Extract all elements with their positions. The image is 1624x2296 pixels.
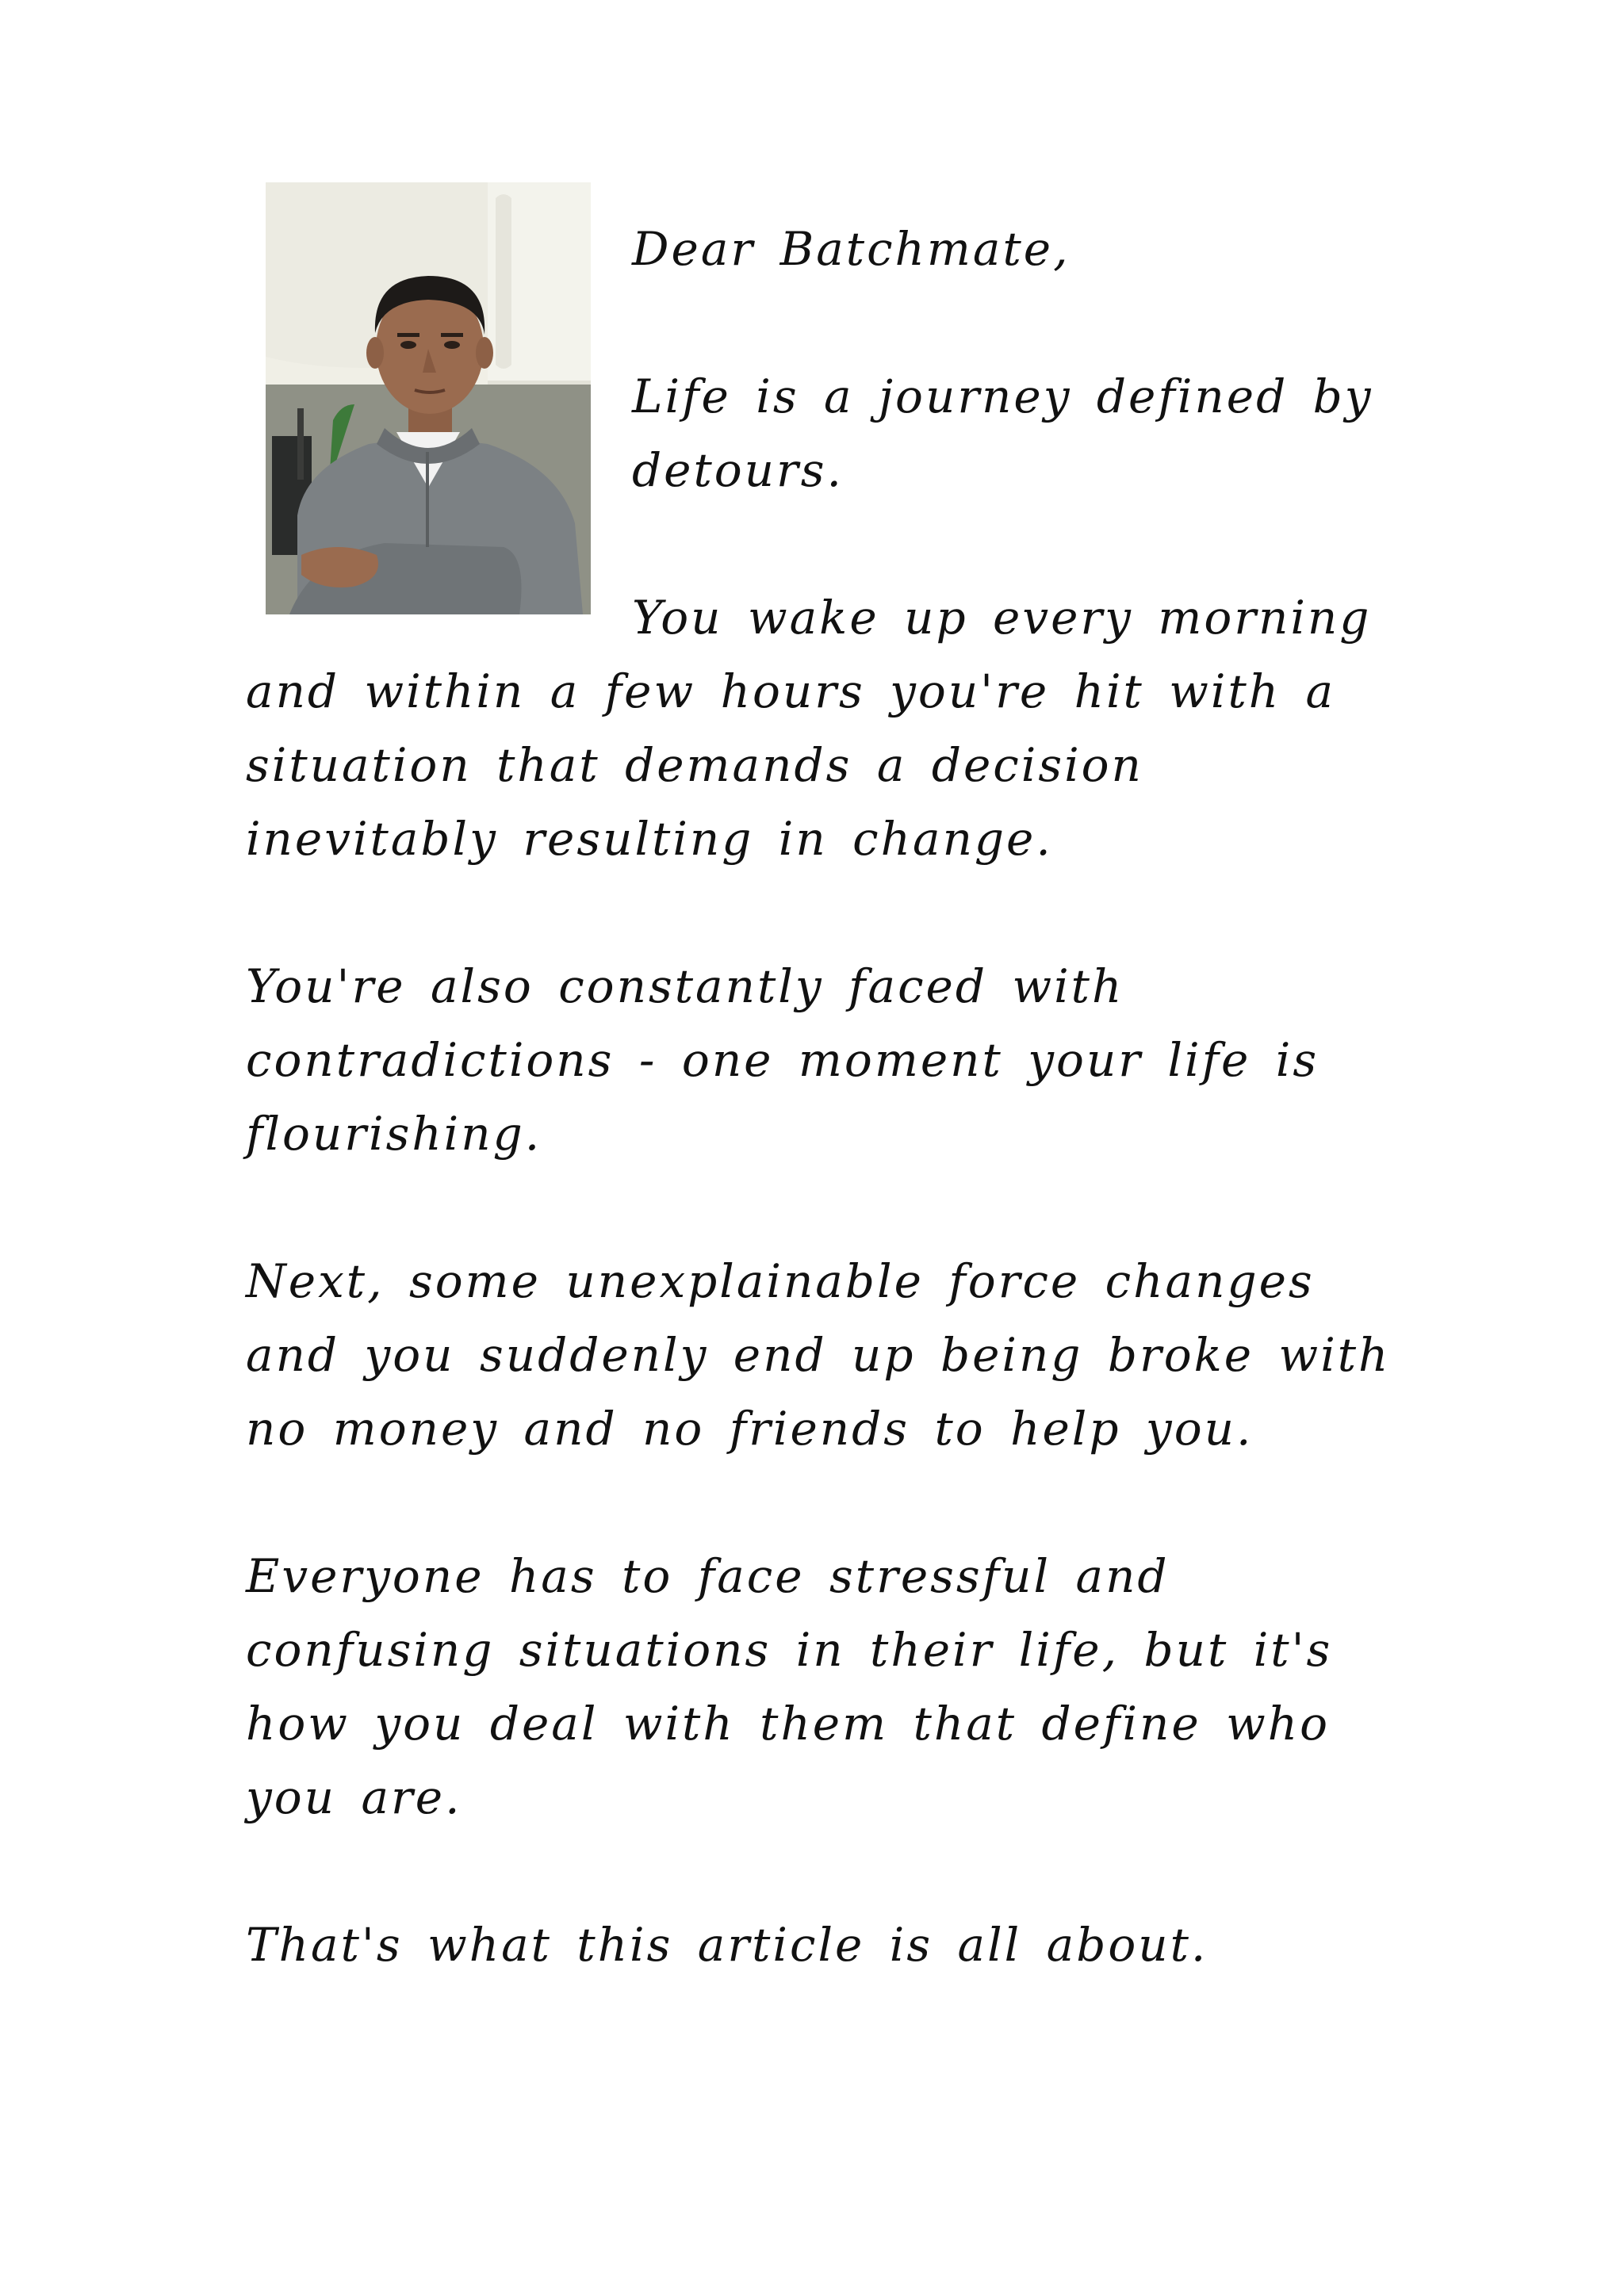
letter-paragraph-4: Next, some unexplainable force changes and you suddenly end up being broke with no money and no friends to help you. xyxy=(246,1254,1391,1456)
author-portrait-image xyxy=(266,182,591,614)
letter-greeting: Dear Batchmate, xyxy=(632,222,1071,276)
letter-paragraph-2: You wake up every morning and within a few hours you're hit with a situation that demands a decision inevitably resulting in change. xyxy=(246,591,1372,866)
letter-paragraph-5: Everyone has to face stressful and confusing situations in their life, but it's how you deal with them that define who you are. xyxy=(246,1549,1333,1824)
letter-body xyxy=(246,182,1396,2056)
letter-paragraph-6: That's what this article is all about. xyxy=(246,1918,1208,1972)
letter-paragraph-1: Life is a journey defined by detours. xyxy=(632,369,1373,497)
author-photo xyxy=(266,182,591,614)
letter-paragraph-3: You're also constantly faced with contradictions - one moment your life is flourishing. xyxy=(246,959,1320,1161)
